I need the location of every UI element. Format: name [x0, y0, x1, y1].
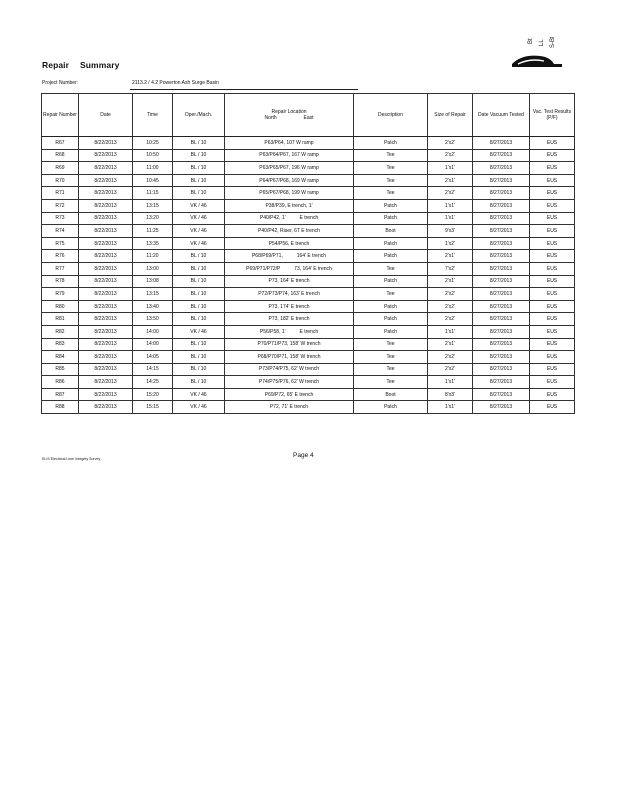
- cell-repair-number: R77: [42, 262, 79, 275]
- cell-oper-mach: VK / 46: [173, 212, 225, 225]
- cell-vac-results: EUS: [530, 388, 575, 401]
- cell-repair-location: P40/P42, Riser, 6T E trench: [225, 225, 354, 238]
- cell-time: 14:15: [133, 363, 173, 376]
- cell-time: 11:25: [133, 225, 173, 238]
- cell-description: Tee: [354, 376, 428, 389]
- cell-date: 8/22/2013: [79, 149, 133, 162]
- cell-time: 13:00: [133, 262, 173, 275]
- logo-text-2: LL: [539, 39, 545, 46]
- cell-date-vacuum: 8/27/2013: [473, 237, 530, 250]
- cell-description: Patch: [354, 313, 428, 326]
- cell-time: 15:15: [133, 401, 173, 414]
- cell-date: 8/22/2013: [79, 388, 133, 401]
- header-date-vacuum: Date Vacuum Tested: [473, 94, 530, 137]
- cell-vac-results: EUS: [530, 187, 575, 200]
- cell-date-vacuum: 8/27/2013: [473, 288, 530, 301]
- table-row: [42, 363, 575, 376]
- cell-repair-number: R70: [42, 174, 79, 187]
- cell-vac-results: EUS: [530, 212, 575, 225]
- cell-oper-mach: BL / 10: [173, 174, 225, 187]
- table-row: [42, 237, 575, 250]
- table-row: [42, 250, 575, 263]
- table-row: [42, 325, 575, 338]
- cell-date-vacuum: 8/27/2013: [473, 250, 530, 263]
- cell-repair-number: R81: [42, 313, 79, 326]
- cell-date: 8/22/2013: [79, 262, 133, 275]
- cell-vac-results: EUS: [530, 225, 575, 238]
- header-vac-results: Vac. Test Results (P/F): [530, 94, 575, 137]
- table-row: [42, 174, 575, 187]
- cell-size: 2'x2': [428, 187, 473, 200]
- cell-vac-results: EUS: [530, 288, 575, 301]
- cell-date: 8/22/2013: [79, 250, 133, 263]
- cell-size: 2'x2': [428, 300, 473, 313]
- cell-time: 13:15: [133, 288, 173, 301]
- cell-vac-results: EUS: [530, 137, 575, 150]
- cell-oper-mach: VK / 46: [173, 325, 225, 338]
- cell-date-vacuum: 8/27/2013: [473, 363, 530, 376]
- cell-date: 8/22/2013: [79, 162, 133, 175]
- header-repair-number: Repair Number: [42, 94, 79, 137]
- cell-repair-number: R76: [42, 250, 79, 263]
- cell-time: 10:25: [133, 137, 173, 150]
- cell-description: Patch: [354, 275, 428, 288]
- cell-date-vacuum: 8/27/2013: [473, 149, 530, 162]
- cell-size: 2'x1': [428, 275, 473, 288]
- cell-size: 1'x1': [428, 376, 473, 389]
- cell-oper-mach: BL / 10: [173, 149, 225, 162]
- cell-time: 11:20: [133, 250, 173, 263]
- cell-description: Patch: [354, 325, 428, 338]
- logo-text-3: S-Bl: [550, 36, 556, 48]
- cell-repair-location: P69/P71/P72/P 73, 164' E trench: [225, 262, 354, 275]
- cell-size: 1'x1': [428, 401, 473, 414]
- cell-size: 1'x2': [428, 237, 473, 250]
- cell-date-vacuum: 8/27/2013: [473, 225, 530, 238]
- cell-oper-mach: BL / 10: [173, 250, 225, 263]
- cell-repair-number: R71: [42, 187, 79, 200]
- cell-vac-results: EUS: [530, 401, 575, 414]
- cell-repair-location: P63/P64, 107 W ramp: [225, 137, 354, 150]
- cell-time: 13:20: [133, 212, 173, 225]
- cell-repair-number: R68: [42, 149, 79, 162]
- cell-date: 8/22/2013: [79, 401, 133, 414]
- cell-description: Tee: [354, 162, 428, 175]
- cell-description: Patch: [354, 401, 428, 414]
- cell-size: 8'x3': [428, 388, 473, 401]
- cell-size: 2'x1': [428, 174, 473, 187]
- cell-description: Tee: [354, 338, 428, 351]
- cell-oper-mach: BL / 10: [173, 313, 225, 326]
- cell-repair-number: R82: [42, 325, 79, 338]
- cell-repair-location: P73/P74/P75, 62' W trench: [225, 363, 354, 376]
- cell-repair-location: P73, 182' E trench: [225, 313, 354, 326]
- cell-date-vacuum: 8/27/2013: [473, 325, 530, 338]
- header-east: East: [303, 115, 314, 121]
- page-title: [42, 60, 120, 70]
- cell-date: 8/22/2013: [79, 338, 133, 351]
- cell-date: 8/22/2013: [79, 187, 133, 200]
- table-row: [42, 300, 575, 313]
- cell-vac-results: EUS: [530, 174, 575, 187]
- table-row: [42, 225, 575, 238]
- cell-size: 2'x2': [428, 149, 473, 162]
- cell-vac-results: EUS: [530, 300, 575, 313]
- cell-size: 1'x1': [428, 162, 473, 175]
- table-row: [42, 388, 575, 401]
- table-row: [42, 275, 575, 288]
- cell-description: Tee: [354, 174, 428, 187]
- cell-description: Tee: [354, 363, 428, 376]
- cell-repair-location: P68/P70/P71, 158' W trench: [225, 351, 354, 364]
- table-row: [42, 401, 575, 414]
- header-time: Time: [133, 94, 173, 137]
- header-repair-location-label: Repair Location: [271, 108, 307, 115]
- cell-vac-results: EUS: [530, 162, 575, 175]
- cell-date: 8/22/2013: [79, 351, 133, 364]
- cell-oper-mach: VK / 46: [173, 401, 225, 414]
- project-number-value: 2113.2 / 4.2 Powerton Ash Surge Basin: [132, 80, 219, 86]
- cell-date: 8/22/2013: [79, 137, 133, 150]
- cell-vac-results: EUS: [530, 149, 575, 162]
- repair-summary-table: [41, 93, 575, 414]
- cell-date: 8/22/2013: [79, 363, 133, 376]
- cell-date: 8/22/2013: [79, 325, 133, 338]
- header-repair-location: [225, 94, 354, 137]
- cell-date: 8/22/2013: [79, 275, 133, 288]
- cell-vac-results: EUS: [530, 338, 575, 351]
- cell-oper-mach: BL / 10: [173, 137, 225, 150]
- cell-date-vacuum: 8/27/2013: [473, 351, 530, 364]
- cell-description: Boot: [354, 225, 428, 238]
- table-body: [42, 137, 575, 414]
- cell-date-vacuum: 8/27/2013: [473, 162, 530, 175]
- cell-date: 8/22/2013: [79, 300, 133, 313]
- cell-size: 2'x2': [428, 313, 473, 326]
- cell-oper-mach: BL / 10: [173, 187, 225, 200]
- cell-date: 8/22/2013: [79, 174, 133, 187]
- cell-description: Patch: [354, 237, 428, 250]
- cell-date-vacuum: 8/27/2013: [473, 137, 530, 150]
- cell-description: Boot: [354, 388, 428, 401]
- cell-vac-results: EUS: [530, 262, 575, 275]
- header-oper-mach: Oper./Mach.: [173, 94, 225, 137]
- cell-oper-mach: BL / 10: [173, 300, 225, 313]
- cell-repair-number: R79: [42, 288, 79, 301]
- cell-description: Tee: [354, 262, 428, 275]
- cell-oper-mach: VK / 46: [173, 225, 225, 238]
- cell-time: 10:50: [133, 149, 173, 162]
- cell-vac-results: EUS: [530, 199, 575, 212]
- cell-date-vacuum: 8/27/2013: [473, 199, 530, 212]
- cell-repair-location: P64/P67/P68, 169 W ramp: [225, 174, 354, 187]
- header-date: Date: [79, 94, 133, 137]
- cell-repair-number: R74: [42, 225, 79, 238]
- cell-repair-location: P54/P56, E trench: [225, 237, 354, 250]
- cell-repair-location: P63/P64/P67, 167 W ramp: [225, 149, 354, 162]
- header-north: North: [264, 115, 277, 121]
- project-number-label: Project Number:: [42, 80, 79, 86]
- cell-description: Patch: [354, 212, 428, 225]
- cell-oper-mach: BL / 10: [173, 275, 225, 288]
- cell-description: Patch: [354, 250, 428, 263]
- cell-date-vacuum: 8/27/2013: [473, 338, 530, 351]
- cell-date: 8/22/2013: [79, 212, 133, 225]
- footer-survey-label: ELIS Electrical Liner Integrity Survey: [42, 457, 101, 461]
- cell-oper-mach: BL / 10: [173, 363, 225, 376]
- cell-time: 13:08: [133, 275, 173, 288]
- cell-time: 14:00: [133, 325, 173, 338]
- cell-vac-results: EUS: [530, 363, 575, 376]
- cell-time: 11:00: [133, 162, 173, 175]
- table-row: [42, 313, 575, 326]
- cell-size: 2'x1': [428, 338, 473, 351]
- cell-repair-number: R75: [42, 237, 79, 250]
- title-word-summary: Summary: [80, 60, 120, 70]
- header-description: Description: [354, 94, 428, 137]
- title-word-repair: Repair: [42, 60, 70, 70]
- cell-vac-results: EUS: [530, 376, 575, 389]
- cell-size: 2'x2': [428, 363, 473, 376]
- cell-description: Patch: [354, 199, 428, 212]
- cell-vac-results: EUS: [530, 325, 575, 338]
- cell-repair-location: P38/P39, E trench, 1': [225, 199, 354, 212]
- cell-repair-location: P74/P75/P76, 62' W trench: [225, 376, 354, 389]
- cell-date-vacuum: 8/27/2013: [473, 212, 530, 225]
- cell-repair-location: P56/P58, 1' E trench: [225, 325, 354, 338]
- cell-description: Tee: [354, 351, 428, 364]
- cell-repair-location: P63/P65/P67, 196 W ramp: [225, 162, 354, 175]
- cell-time: 14:00: [133, 338, 173, 351]
- table-row: [42, 149, 575, 162]
- table-row: [42, 376, 575, 389]
- cell-repair-location: P73, 174' E trench: [225, 300, 354, 313]
- cell-size: 1'x1': [428, 325, 473, 338]
- cell-repair-number: R78: [42, 275, 79, 288]
- cell-time: 11:15: [133, 187, 173, 200]
- cell-date: 8/22/2013: [79, 199, 133, 212]
- cell-description: Tee: [354, 187, 428, 200]
- cell-oper-mach: BL / 10: [173, 288, 225, 301]
- cell-date-vacuum: 8/27/2013: [473, 313, 530, 326]
- cell-time: 13:15: [133, 199, 173, 212]
- cell-time: 13:40: [133, 300, 173, 313]
- cell-description: Tee: [354, 149, 428, 162]
- cell-oper-mach: BL / 10: [173, 162, 225, 175]
- cell-oper-mach: VK / 46: [173, 199, 225, 212]
- cell-time: 14:05: [133, 351, 173, 364]
- cell-date-vacuum: 8/27/2013: [473, 401, 530, 414]
- cell-oper-mach: BL / 10: [173, 376, 225, 389]
- cell-vac-results: EUS: [530, 313, 575, 326]
- company-logo-icon: [510, 34, 570, 74]
- table-row: [42, 262, 575, 275]
- cell-vac-results: EUS: [530, 250, 575, 263]
- cell-oper-mach: VK / 46: [173, 388, 225, 401]
- table-header-row: [42, 94, 575, 137]
- cell-repair-location: P72, 71' E trench: [225, 401, 354, 414]
- cell-oper-mach: VK / 46: [173, 237, 225, 250]
- cell-repair-location: P40/P42, 1' E trench: [225, 212, 354, 225]
- cell-repair-number: R67: [42, 137, 79, 150]
- cell-repair-number: R72: [42, 199, 79, 212]
- cell-repair-number: R83: [42, 338, 79, 351]
- cell-size: 1'x1': [428, 199, 473, 212]
- cell-repair-number: R69: [42, 162, 79, 175]
- cell-date-vacuum: 8/27/2013: [473, 376, 530, 389]
- cell-repair-number: R87: [42, 388, 79, 401]
- cell-repair-location: P65/P67/P68, 199 W ramp: [225, 187, 354, 200]
- cell-repair-location: P73, 164' E trench: [225, 275, 354, 288]
- cell-date-vacuum: 8/27/2013: [473, 262, 530, 275]
- cell-repair-number: R80: [42, 300, 79, 313]
- table-row: [42, 351, 575, 364]
- page-number: Page 4: [293, 452, 314, 459]
- table-row: [42, 212, 575, 225]
- cell-size: 7'x2': [428, 262, 473, 275]
- cell-date: 8/22/2013: [79, 237, 133, 250]
- cell-repair-location: P70/P71/P73, 158' W trench: [225, 338, 354, 351]
- cell-repair-location: P72/P73/P74, 163' E trench: [225, 288, 354, 301]
- cell-size: 2'x2': [428, 137, 473, 150]
- cell-repair-number: R86: [42, 376, 79, 389]
- cell-oper-mach: BL / 10: [173, 262, 225, 275]
- cell-repair-number: R73: [42, 212, 79, 225]
- cell-size: 1'x1': [428, 212, 473, 225]
- cell-date: 8/22/2013: [79, 288, 133, 301]
- cell-size: 2'x2': [428, 351, 473, 364]
- cell-repair-number: R84: [42, 351, 79, 364]
- cell-time: 10:45: [133, 174, 173, 187]
- cell-date-vacuum: 8/27/2013: [473, 275, 530, 288]
- header-size: Size of Repair: [428, 94, 473, 137]
- header-north-east: [226, 115, 352, 122]
- cell-vac-results: EUS: [530, 237, 575, 250]
- table-row: [42, 137, 575, 150]
- cell-repair-location: P69/P72, 65' E trench: [225, 388, 354, 401]
- cell-size: 9'x3': [428, 225, 473, 238]
- cell-description: Tee: [354, 288, 428, 301]
- cell-date: 8/22/2013: [79, 376, 133, 389]
- cell-time: 13:35: [133, 237, 173, 250]
- table-row: [42, 288, 575, 301]
- cell-date-vacuum: 8/27/2013: [473, 187, 530, 200]
- cell-repair-number: R85: [42, 363, 79, 376]
- logo-text-1: Bt: [528, 38, 534, 44]
- cell-time: 15:20: [133, 388, 173, 401]
- cell-description: Patch: [354, 300, 428, 313]
- cell-time: 13:50: [133, 313, 173, 326]
- cell-repair-location: P68/P69/P71, 164' E trench: [225, 250, 354, 263]
- table-row: [42, 187, 575, 200]
- cell-size: 2'x1': [428, 250, 473, 263]
- cell-vac-results: EUS: [530, 275, 575, 288]
- cell-time: 14:25: [133, 376, 173, 389]
- table-row: [42, 162, 575, 175]
- table-row: [42, 338, 575, 351]
- cell-date: 8/22/2013: [79, 225, 133, 238]
- cell-repair-number: R88: [42, 401, 79, 414]
- cell-date-vacuum: 8/27/2013: [473, 388, 530, 401]
- cell-date: 8/22/2013: [79, 313, 133, 326]
- cell-oper-mach: BL / 10: [173, 338, 225, 351]
- cell-description: Patch: [354, 137, 428, 150]
- cell-vac-results: EUS: [530, 351, 575, 364]
- cell-date-vacuum: 8/27/2013: [473, 174, 530, 187]
- cell-size: 2'x2': [428, 288, 473, 301]
- cell-oper-mach: BL / 10: [173, 351, 225, 364]
- project-underline: [130, 89, 358, 90]
- cell-date-vacuum: 8/27/2013: [473, 300, 530, 313]
- table-row: [42, 199, 575, 212]
